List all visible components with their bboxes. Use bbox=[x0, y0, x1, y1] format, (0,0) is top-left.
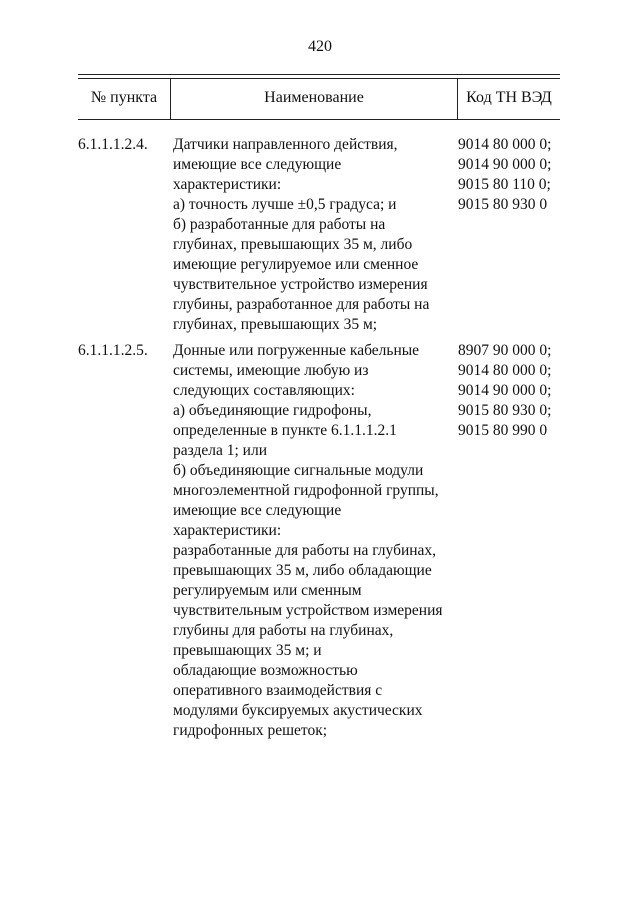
description-line: превышающих 35 м, либо обладающие bbox=[173, 562, 432, 579]
description-line: чувствительное устройство измерения bbox=[173, 276, 428, 293]
description-line: следующих составляющих: bbox=[173, 382, 355, 399]
description-line: разработанные для работы на глубинах, bbox=[173, 542, 437, 559]
description-line: обладающие возможностью bbox=[173, 662, 358, 679]
description-line: б) разработанные для работы на bbox=[173, 216, 386, 233]
item-description bbox=[173, 135, 458, 335]
item-description bbox=[173, 341, 458, 741]
code-line: 9015 80 990 0 bbox=[458, 422, 548, 439]
description-line: чувствительным устройством измерения bbox=[173, 602, 443, 619]
header-name: Наименование bbox=[264, 89, 364, 106]
item-number: 6.1.1.1.2.4. bbox=[78, 136, 148, 153]
header-item-number: № пункта bbox=[90, 89, 158, 106]
item-codes bbox=[458, 135, 551, 215]
description-line: характеристики: bbox=[173, 522, 282, 539]
description-line: б) объединяющие сигнальные модули bbox=[173, 462, 424, 479]
description-line: имеющие все следующие bbox=[173, 156, 342, 173]
description-line: оперативного взаимодействия с bbox=[173, 682, 383, 699]
description-line: определенные в пункте 6.1.1.1.2.1 bbox=[173, 422, 397, 439]
code-line: 9014 80 000 0; bbox=[458, 136, 552, 153]
description-line: а) точность лучше ±0,5 градуса; и bbox=[173, 196, 397, 213]
header-code: Код ТН ВЭД bbox=[466, 89, 552, 106]
description-line: глубинах, превышающих 35 м, либо bbox=[173, 236, 413, 253]
item-number: 6.1.1.1.2.5. bbox=[78, 342, 148, 359]
description-line: а) объединяющие гидрофоны, bbox=[173, 402, 372, 419]
code-line: 9014 90 000 0; bbox=[458, 382, 552, 399]
page-number: 420 bbox=[308, 38, 332, 55]
description-line: многоэлементной гидрофонной группы, bbox=[173, 482, 439, 499]
description-line: глубинах, превышающих 35 м; bbox=[173, 316, 378, 333]
code-line: 9015 80 930 0; bbox=[458, 402, 552, 419]
header-bottom-rule bbox=[78, 119, 560, 120]
description-line: модулями буксируемых акустических bbox=[173, 702, 423, 719]
code-line: 9014 90 000 0; bbox=[458, 156, 552, 173]
description-line: раздела 1; или bbox=[173, 442, 267, 459]
header-top-rule bbox=[78, 74, 560, 75]
description-line: превышающих 35 м; и bbox=[173, 642, 322, 659]
code-line: 9014 80 000 0; bbox=[458, 362, 552, 379]
code-line: 9015 80 930 0 bbox=[458, 196, 548, 213]
description-line: имеющие все следующие bbox=[173, 502, 342, 519]
description-line: Датчики направленного действия, bbox=[173, 136, 398, 153]
description-line: характеристики: bbox=[173, 176, 282, 193]
description-line: глубины для работы на глубинах, bbox=[173, 622, 394, 639]
item-codes bbox=[458, 341, 551, 441]
header-top-rule-double bbox=[78, 78, 560, 79]
description-line: гидрофонных решеток; bbox=[173, 722, 328, 739]
description-line: системы, имеющие любую из bbox=[173, 362, 369, 379]
code-line: 8907 90 000 0; bbox=[458, 342, 552, 359]
description-line: глубины, разработанное для работы на bbox=[173, 296, 430, 313]
description-line: Донные или погруженные кабельные bbox=[173, 342, 420, 359]
code-line: 9015 80 110 0; bbox=[458, 176, 551, 193]
description-line: имеющие регулируемое или сменное bbox=[173, 256, 419, 273]
description-line: регулируемым или сменным bbox=[173, 582, 362, 599]
